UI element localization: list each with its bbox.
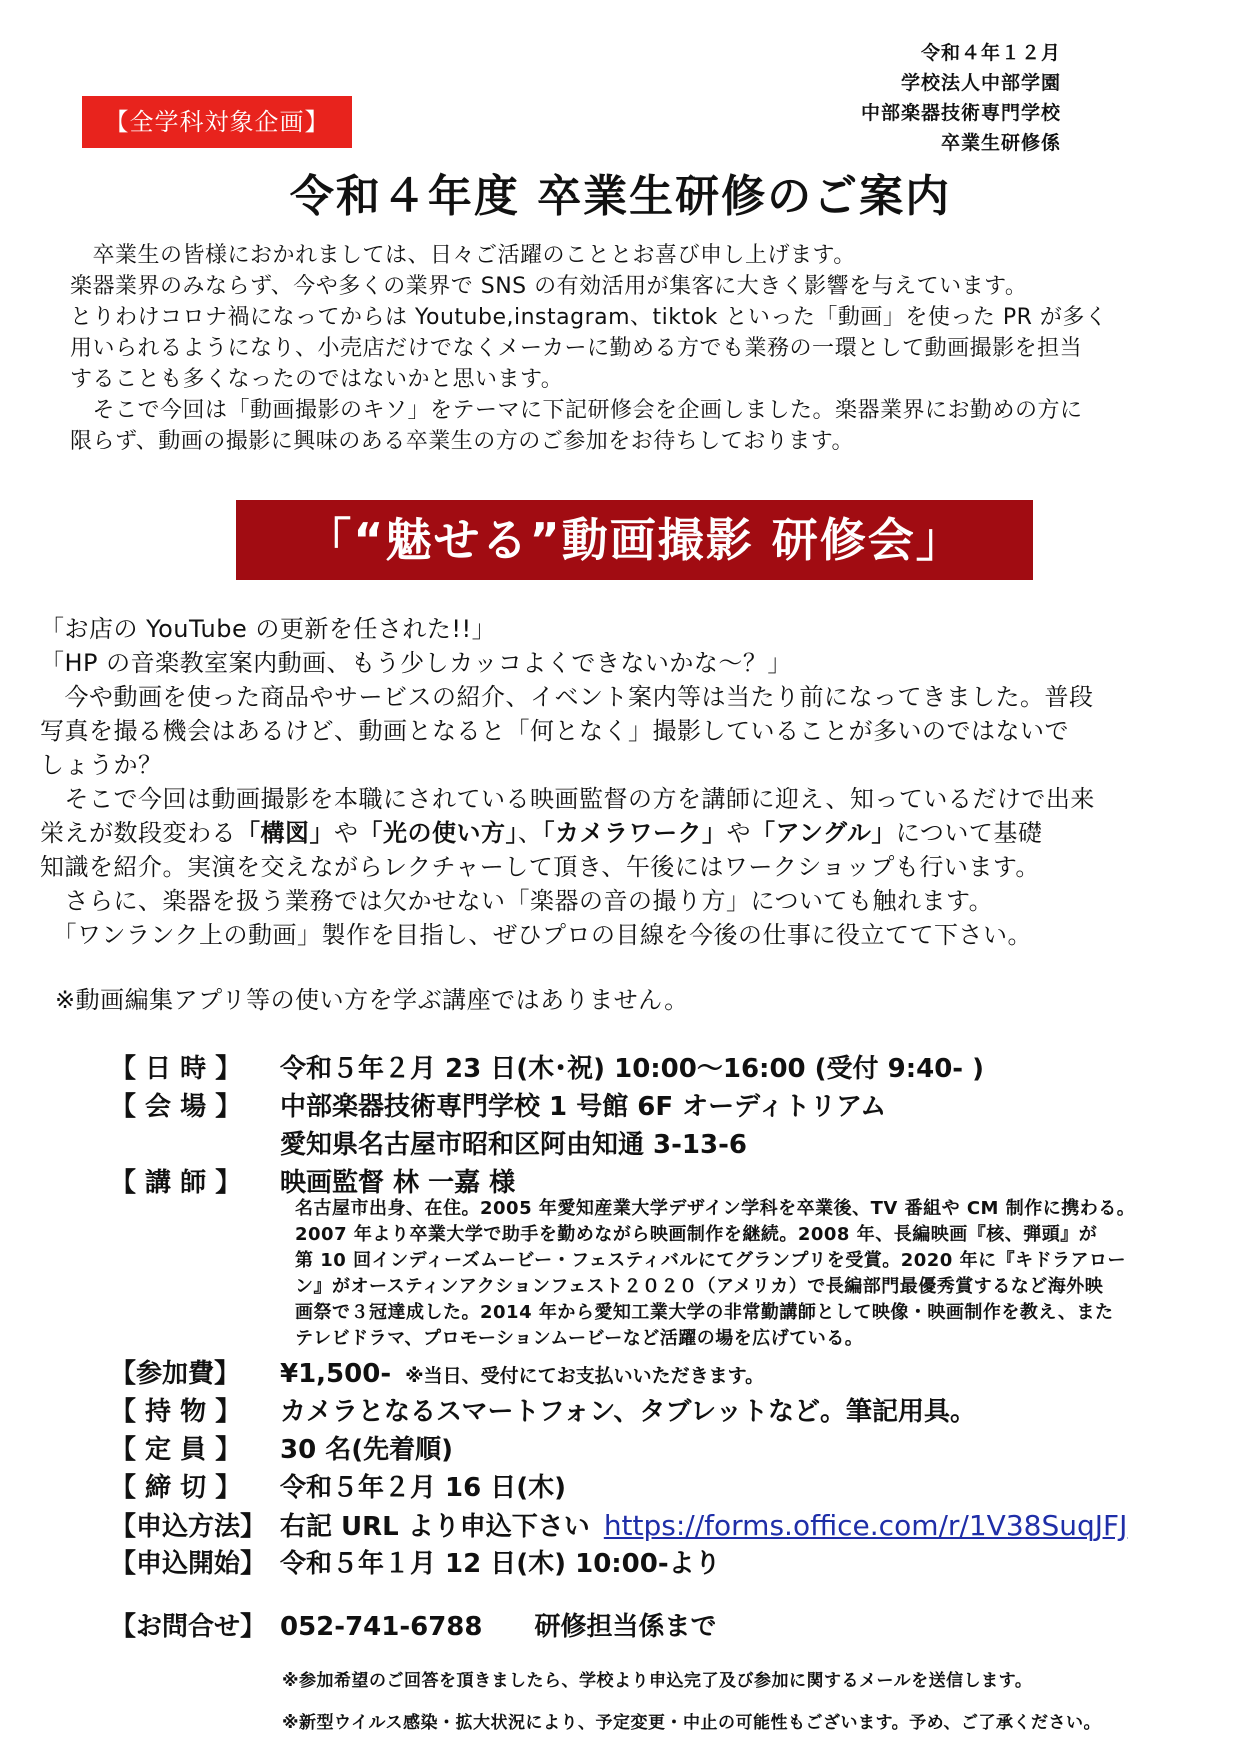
bio-line: 第 10 回インディーズムービー・フェスティバルにてグランプリを受賞。2020 年に『キドラアロー [295,1250,1127,1271]
desc-line: 「ワンランク上の動画」製作を目指し、ぜひプロの目線を今後の仕事に役立てて下さい。 [40,921,1033,949]
seminar-description [40,612,1220,952]
department: 卒業生研修係 [940,132,1061,154]
intro-line: 用いられるようになり、小売店だけでなくメーカーに勤める方でも業務の一環として動画撮影を担当 [70,336,1083,361]
contact-value: 052-741-6788 研修担当係まで [280,1612,717,1642]
capacity-label: 【 定 員 】 [110,1435,242,1465]
audience-tag: 【全学科対象企画】 [82,96,352,148]
disclaimer-note: ※動画編集アプリ等の使い方を学ぶ講座ではありません。 [55,986,689,1014]
items-row [110,1393,1210,1431]
fee-value: ¥1,500- [280,1359,392,1389]
school-name: 中部楽器技術専門学校 [860,102,1061,124]
venue-label: 【 会 場 】 [110,1092,242,1122]
issue-date: 令和４年１２月 [920,42,1061,64]
footnote-confirmation: ※参加希望のご回答を頂きましたら、学校より申込完了及び参加に関するメールを送信します。 [282,1671,1033,1691]
capacity-value: 30 名(先着順) [280,1435,453,1465]
seminar-banner: 「“魅せる”動画撮影 研修会」 [236,500,1033,580]
desc-text: について基礎 [895,819,1043,847]
intro-line: することも多くなったのではないかと思います。 [70,367,564,392]
desc-line: 「HP の音楽教室案内動画、もう少しカッコよくできないかな～？」 [40,649,792,677]
deadline-row [110,1469,1210,1507]
date-label: 【 日 時 】 [110,1054,242,1084]
desc-text: 栄えが数段変わる [40,819,236,847]
intro-line: 限らず、動画の撮影に興味のある卒業生の方のご参加をお待ちしております。 [70,429,854,454]
venue-address: 愛知県名古屋市昭和区阿由知通 3-13-6 [280,1130,747,1160]
desc-text: や [334,819,359,847]
fee-row [110,1355,1210,1395]
lecturer-value: 映画監督 林 一嘉 様 [280,1168,516,1198]
fee-note: ※当日、受付にてお支払いいただきます。 [405,1365,765,1387]
desc-line: しょうか？ [40,751,163,779]
lecturer-label: 【 講 師 】 [110,1168,242,1198]
intro-line: 楽器業界のみならず、今や多くの業界で SNS の有効活用が集客に大きく影響を与えています。 [70,274,1028,299]
footnote-change-notice: ※新型ウイルス感染・拡大状況により、予定変更・中止の可能性もございます。予め、ご了承ください。 [282,1713,1101,1733]
school-corp: 学校法人中部学園 [900,72,1061,94]
bio-line: 名古屋市出身、在住。2005 年愛知産業大学デザイン学科を卒業後、TV 番組や CM 制作に携わる。 [295,1198,1136,1219]
apply-value: 右記 URL より申込下さい [280,1512,590,1542]
capacity-row [110,1431,1210,1469]
desc-line: そこで今回は動画撮影を本職にされている映画監督の方を講師に迎え、知っているだけで出来 [40,785,1095,813]
desc-line-keywords [40,816,1220,850]
keyword-lighting: 「光の使い方」 [358,819,518,847]
intro-line: そこで今回は「動画撮影のキソ」をテーマに下記研修会を企画しました。楽器業界にお勤めの方に [70,398,1083,423]
keyword-angle: 「アングル」 [751,819,896,847]
intro-line: 卒業生の皆様におかれましては、日々ご活躍のこととお喜び申し上げます。 [70,243,856,268]
desc-line: さらに、楽器を扱う業務では欠かせない「楽器の音の撮り方」についても触れます。 [40,887,994,915]
items-value: カメラとなるスマートフォン、タブレットなど。筆記用具。 [280,1397,977,1427]
start-value: 令和５年１月 12 日(木) 10:00-より [280,1549,721,1579]
page-title: 令和４年度 卒業生研修のご案内 [289,171,952,222]
bio-line: 2007 年より卒業大学で助手を勤めながら映画制作を継続。2008 年、長編映画『核、弾頭』が [295,1224,1098,1245]
desc-line: 「お店の YouTube の更新を任された!!」 [40,615,497,643]
date-value: 令和５年２月 23 日(木･祝) 10:00～16:00 (受付 9:40- ) [280,1054,985,1084]
desc-line: 今や動画を使った商品やサービスの紹介、イベント案内等は当たり前になってきました。普段 [40,683,1094,711]
start-label: 【申込開始】 [110,1549,267,1579]
intro-line: とりわけコロナ禍になってからは Youtube,instagram、tiktok といった「動画」を使った PR が多く [70,305,1108,330]
intro-paragraph [70,240,1200,457]
deadline-label: 【 締 切 】 [110,1473,242,1503]
issuer-block [861,38,1061,158]
apply-url-link[interactable]: https://forms.office.com/r/1V38SuqJFJ [603,1509,1128,1542]
venue-address-row [110,1126,1210,1164]
lecturer-bio [295,1196,1215,1352]
keyword-camerawork: 「カメラワーク」 [542,819,727,847]
bio-line: テレビドラマ、プロモーションムービーなど活躍の場を広げている。 [295,1328,864,1349]
bio-line: 画祭で３冠達成した。2014 年から愛知工業大学の非常勤講師として映像・映画制作を教え、また [295,1302,1114,1323]
venue-value: 中部楽器技術専門学校 1 号館 6F オーディトリアム [280,1092,887,1122]
bio-line: ン』がオースティンアクションフェスト２０２０（アメリカ）で長編部門最優秀賞するなど海外映 [295,1276,1104,1297]
date-row [110,1050,1210,1088]
fee-label: 【参加費】 [110,1359,241,1389]
desc-text: 、 [518,819,543,847]
desc-text: や [726,819,751,847]
desc-line: 写真を撮る機会はあるけど、動画となると「何となく」撮影していることが多いのではないで [40,717,1069,745]
keyword-composition: 「構図」 [236,819,334,847]
start-row [110,1545,1210,1583]
desc-line: 知識を紹介。実演を交えながらレクチャーして頂き、午後にはワークショップも行います。 [40,853,1040,881]
deadline-value: 令和５年２月 16 日(木) [280,1473,567,1503]
venue-row [110,1088,1210,1126]
apply-label: 【申込方法】 [110,1512,267,1542]
items-label: 【 持 物 】 [110,1397,242,1427]
apply-row [110,1507,1210,1546]
contact-label: 【お問合せ】 [110,1612,267,1642]
contact-row [110,1608,1210,1646]
